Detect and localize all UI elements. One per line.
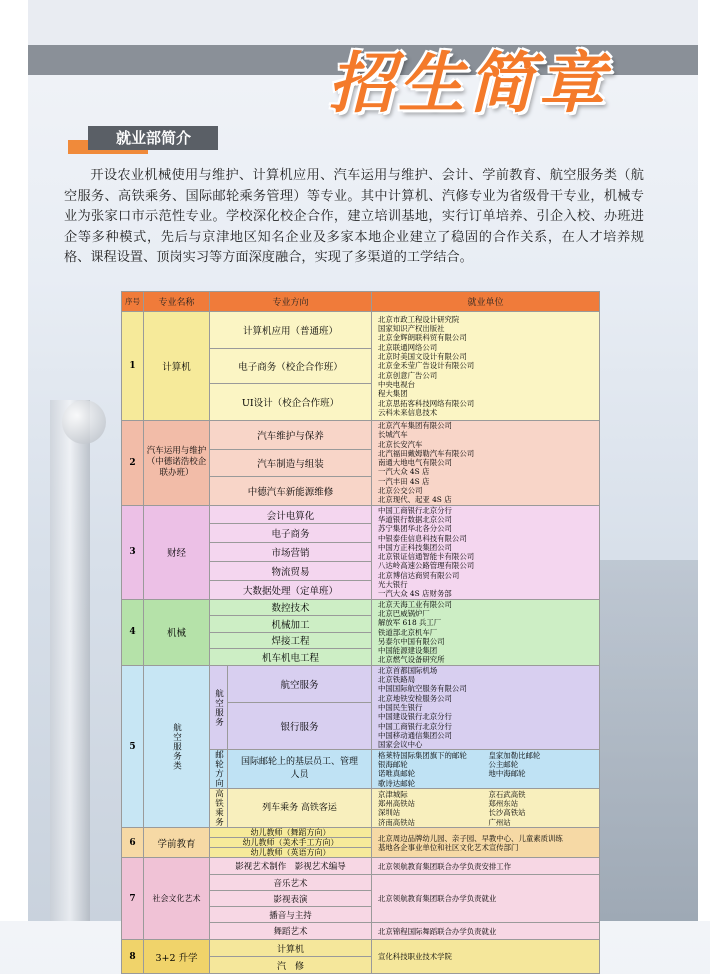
unit-item: 北京领航教育集团联合办学负责安排工作 bbox=[378, 861, 512, 871]
row-dir: 大数据处理（定单班） bbox=[210, 580, 372, 599]
row-dir: 焊接工程 bbox=[210, 632, 372, 649]
row-dir: 电子商务（校企合作班） bbox=[210, 349, 372, 384]
unit-item: 华道银行数据北京公司 bbox=[378, 514, 452, 524]
row-dir: 会计电算化 bbox=[210, 505, 372, 524]
intro-paragraph: 开设农业机械使用与维护、计算机应用、汽车运用与维护、会计、学前教育、航空服务类（航空服务、高铁乘务、国际邮轮乘务管理）等专业。其中计算机、汽修专业为省级骨干专业，机械专业为张家口市示范性专业。学校深化校企合作，建立培训基地，实行订单培养、引企入校、办班进企等多种模式，先后与京津地区知名企业及多家本地企业建立了稳固的合作关系，在人才培养规格、课程设置、顶岗实习等方面深度融合，实现了多渠道的工学结合。 bbox=[64, 168, 644, 266]
row-no: 5 bbox=[122, 665, 144, 828]
table-row bbox=[122, 828, 600, 838]
unit-item: 北京金禾莹广告设计有限公司 bbox=[378, 361, 475, 371]
unit-item: 北京时美国文设计有限公司 bbox=[378, 352, 467, 362]
row-no: 2 bbox=[122, 421, 144, 506]
unit-item: 一汽丰田 4S 店 bbox=[378, 476, 430, 486]
unit-item: 北京巴威锅炉厂 bbox=[378, 608, 430, 618]
row-dir: 国际邮轮上的基层员工、管理人员 bbox=[228, 750, 372, 789]
row-dir: 影视艺术制作 影视艺术编导 bbox=[210, 858, 372, 875]
unit-item: 北汽福田戴姆勒汽车有限公司 bbox=[378, 448, 475, 458]
row-name: 汽车运用与维护（中德诺浩校企联办班） bbox=[144, 421, 210, 506]
row-no: 6 bbox=[122, 828, 144, 858]
row-dir: 计算机应用（普通班） bbox=[210, 312, 372, 349]
row-units bbox=[372, 505, 600, 599]
unit-item: 北京领航教育集团联合办学负责就业 bbox=[378, 894, 497, 904]
unit-item: 郑州东站 bbox=[488, 799, 519, 809]
unit-item: 北京现代、起亚 4S 店 bbox=[378, 495, 452, 505]
sculpture-ball bbox=[62, 400, 106, 444]
row-dir: UI设计（校企合作班） bbox=[210, 384, 372, 421]
row-units bbox=[372, 858, 600, 875]
unit-item: 北京创意广告公司 bbox=[378, 370, 438, 380]
row-units bbox=[372, 875, 600, 923]
row-no: 3 bbox=[122, 505, 144, 599]
page-margin-right bbox=[698, 0, 710, 921]
unit-item: 国家知识产权出版社 bbox=[378, 324, 445, 334]
unit-item: 中国民生银行 bbox=[378, 702, 423, 712]
row-units bbox=[372, 421, 600, 506]
unit-item: 北京地铁安检服务公司 bbox=[378, 693, 452, 703]
row-dir: 物流贸易 bbox=[210, 562, 372, 581]
row-dir: 影视表演 bbox=[210, 891, 372, 907]
unit-item: 广州站 bbox=[488, 817, 511, 827]
unit-pair bbox=[378, 779, 599, 788]
unit-item: 格莱特国际集团旗下的邮轮 bbox=[378, 750, 467, 760]
row-dir: 汽车制造与组装 bbox=[210, 449, 372, 476]
unit-item: 中国移动通信集团公司 bbox=[378, 730, 452, 740]
row-name: 计算机 bbox=[144, 312, 210, 421]
unit-pair bbox=[378, 760, 599, 769]
unit-item: 北京思拓客科技网络有限公司 bbox=[378, 398, 475, 408]
sub-label bbox=[210, 665, 228, 750]
unit-item: 银海邮轮 bbox=[378, 760, 408, 770]
row-dir: 数控技术 bbox=[210, 599, 372, 616]
sub-label-text: 航空服务 bbox=[213, 688, 224, 727]
unit-item: 北京锦程国际舞蹈联合办学负责就业 bbox=[378, 926, 497, 936]
row-name: 社会文化艺术 bbox=[144, 858, 210, 940]
unit-item: 地中海邮轮 bbox=[488, 769, 526, 779]
row-units bbox=[372, 750, 600, 789]
unit-item: 长城汽车 bbox=[378, 430, 408, 440]
unit-item: 中国建设银行北京分行 bbox=[378, 712, 452, 722]
row-name-vertical: 航空服务类 bbox=[171, 722, 182, 771]
unit-item: 中国方正科技集团公司 bbox=[378, 542, 452, 552]
unit-item: 北京周边品牌幼儿园、亲子园、早教中心、儿童素质训练 bbox=[378, 833, 563, 843]
row-name: 3+2 升学 bbox=[144, 940, 210, 974]
row-dir: 汽 修 bbox=[210, 957, 372, 974]
unit-item: 北京燃气设备研究所 bbox=[378, 655, 445, 665]
row-dir: 幼儿教师（美术手工方向） bbox=[210, 838, 372, 848]
row-units bbox=[372, 312, 600, 421]
row-units bbox=[372, 940, 600, 974]
unit-item: 光大银行 bbox=[378, 580, 408, 590]
unit-item: 中银泰佳信息科技有限公司 bbox=[378, 533, 467, 543]
unit-item: 北京市政工程设计研究院 bbox=[378, 314, 460, 324]
page-title: 招生简章 bbox=[328, 45, 608, 122]
row-dir: 幼儿教师（舞蹈方向） bbox=[210, 828, 372, 838]
unit-item: 北京铁路局 bbox=[378, 675, 415, 685]
unit-item: 皇家加勒比邮轮 bbox=[488, 750, 541, 760]
unit-pair bbox=[378, 808, 599, 817]
sculpture-pole bbox=[50, 400, 90, 921]
unit-item: 京津城际 bbox=[378, 789, 408, 799]
unit-item: 北京公交公司 bbox=[378, 486, 423, 496]
unit-item: 中国工商银行北京分行 bbox=[378, 721, 452, 731]
unit-item: 中国国际航空服务有限公司 bbox=[378, 684, 467, 694]
unit-item: 北京博信达商贸有限公司 bbox=[378, 570, 460, 580]
unit-item: 北京首都国际机场 bbox=[378, 665, 438, 675]
unit-item: 深圳站 bbox=[378, 808, 401, 818]
unit-item: 中国能源建设集团 bbox=[378, 646, 438, 656]
unit-pair bbox=[378, 790, 599, 799]
unit-item: 中国工商银行北京分行 bbox=[378, 505, 452, 515]
unit-item: 歌诗达邮轮 bbox=[378, 778, 415, 788]
row-dir: 银行服务 bbox=[228, 702, 372, 750]
unit-item: 一汽大众 4S 店 bbox=[378, 467, 430, 477]
table-row bbox=[122, 858, 600, 875]
table-row bbox=[122, 599, 600, 616]
row-dir: 播音与主持 bbox=[210, 907, 372, 923]
unit-item: 北京联通网络公司 bbox=[378, 342, 438, 352]
table-row bbox=[122, 312, 600, 349]
row-units bbox=[372, 599, 600, 665]
unit-item: 公主邮轮 bbox=[488, 760, 519, 770]
row-dir: 幼儿教师（英语方向） bbox=[210, 848, 372, 858]
unit-pair bbox=[378, 751, 599, 760]
row-dir: 音乐艺术 bbox=[210, 875, 372, 891]
row-units bbox=[372, 828, 600, 858]
sub-label-text: 邮轮方向 bbox=[213, 750, 224, 789]
unit-item: 程大集团 bbox=[378, 389, 408, 399]
unit-item: 国家会议中心 bbox=[378, 740, 423, 750]
row-name bbox=[144, 665, 210, 828]
row-no: 4 bbox=[122, 599, 144, 665]
unit-item: 宣化科技职业技术学院 bbox=[378, 952, 452, 962]
row-dir: 中德汽车新能源维修 bbox=[210, 476, 372, 505]
row-units bbox=[372, 923, 600, 940]
row-dir: 舞蹈艺术 bbox=[210, 923, 372, 940]
header-dir: 专业方向 bbox=[210, 292, 372, 312]
unit-item: 八达岭高速公路管理有限公司 bbox=[378, 561, 475, 571]
table-row bbox=[122, 505, 600, 524]
unit-item: 云科未来信息技术 bbox=[378, 407, 438, 417]
row-dir: 机械加工 bbox=[210, 616, 372, 633]
sub-label bbox=[210, 750, 228, 789]
row-units bbox=[372, 789, 600, 828]
unit-item: 济南高铁站 bbox=[378, 817, 415, 827]
row-dir: 航空服务 bbox=[228, 665, 372, 702]
row-dir: 列车乘务 高铁客运 bbox=[228, 789, 372, 828]
table-header-row bbox=[122, 292, 600, 312]
row-units bbox=[372, 665, 600, 750]
row-dir: 电子商务 bbox=[210, 524, 372, 543]
unit-item: 中央电视台 bbox=[378, 379, 415, 389]
table-row bbox=[122, 665, 600, 702]
unit-item: 一汽大众 4S 店财务部 bbox=[378, 589, 452, 599]
unit-item: 另泰尔中国有限公司 bbox=[378, 636, 445, 646]
header-name: 专业名称 bbox=[144, 292, 210, 312]
unit-item: 铁道部北京机车厂 bbox=[378, 627, 438, 637]
unit-item: 诺唯真邮轮 bbox=[378, 769, 415, 779]
unit-item: 郑州高铁站 bbox=[378, 799, 415, 809]
row-name: 学前教育 bbox=[144, 828, 210, 858]
unit-pair bbox=[378, 799, 599, 808]
unit-item: 苏宁集团华北各分公司 bbox=[378, 524, 452, 534]
row-no: 7 bbox=[122, 858, 144, 940]
row-dir: 汽车维护与保养 bbox=[210, 421, 372, 450]
employment-table bbox=[121, 291, 600, 974]
page-margin-left bbox=[0, 0, 28, 921]
section-label: 就业部简介 bbox=[88, 126, 218, 150]
row-no: 8 bbox=[122, 940, 144, 974]
unit-pair bbox=[378, 769, 599, 778]
unit-pair bbox=[378, 818, 599, 827]
unit-item: 解放军 618 兵工厂 bbox=[378, 618, 442, 628]
unit-item: 北京金辉朗联科贸有限公司 bbox=[378, 333, 467, 343]
unit-item: 京石武高铁 bbox=[488, 789, 526, 799]
row-dir: 计算机 bbox=[210, 940, 372, 957]
unit-item: 北京长安汽车 bbox=[378, 439, 423, 449]
table-row bbox=[122, 940, 600, 957]
header-no: 序号 bbox=[122, 292, 144, 312]
row-name: 机械 bbox=[144, 599, 210, 665]
row-dir: 市场营销 bbox=[210, 543, 372, 562]
unit-item bbox=[489, 779, 600, 788]
sub-label-text: 高铁乘务 bbox=[213, 789, 224, 828]
header-unit: 就业单位 bbox=[372, 292, 600, 312]
unit-item: 北京天海工业有限公司 bbox=[378, 599, 452, 609]
unit-item: 北京银证信通智能卡有限公司 bbox=[378, 552, 475, 562]
unit-item: 南通大地电气有限公司 bbox=[378, 458, 452, 468]
row-no: 1 bbox=[122, 312, 144, 421]
sub-label bbox=[210, 789, 228, 828]
table-row bbox=[122, 421, 600, 450]
unit-item: 北京汽车集团有限公司 bbox=[378, 421, 452, 430]
unit-item: 基地各企事业单位和社区文化艺术宣传部门 bbox=[378, 842, 519, 852]
unit-item: 长沙高铁站 bbox=[488, 808, 526, 818]
row-dir: 机车机电工程 bbox=[210, 649, 372, 666]
row-name: 财经 bbox=[144, 505, 210, 599]
